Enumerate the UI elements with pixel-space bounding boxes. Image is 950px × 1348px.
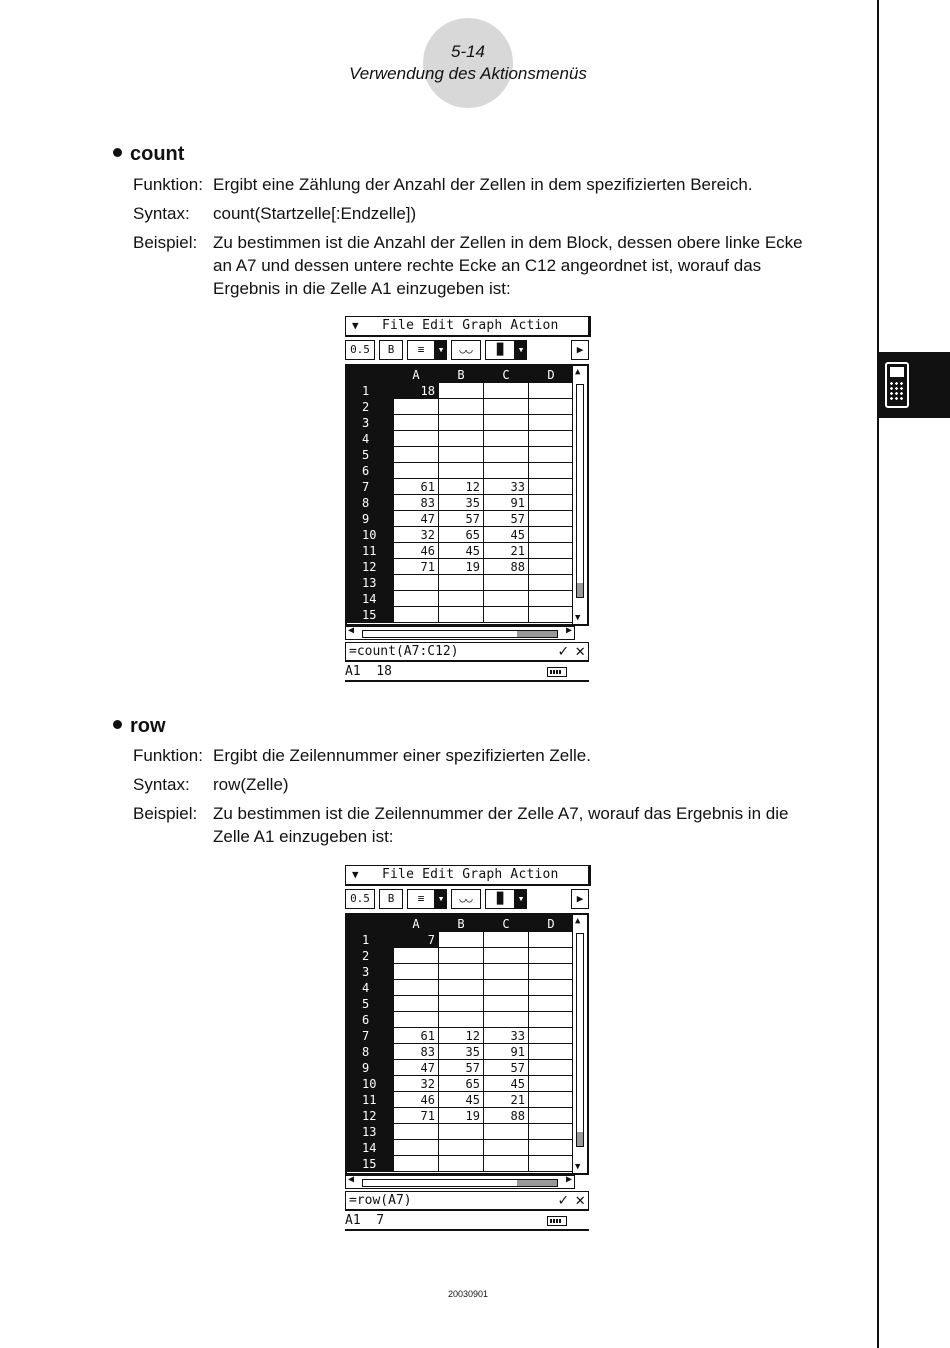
menu-bar — [345, 316, 591, 337]
cell[interactable] — [484, 1140, 529, 1156]
graph-view-icon[interactable]: ◡◡ — [451, 889, 481, 909]
vertical-scrollbar[interactable] — [572, 366, 587, 624]
cell[interactable]: 46 — [394, 543, 439, 559]
row-header[interactable]: 2 — [348, 948, 394, 964]
cell[interactable] — [439, 399, 484, 415]
cell[interactable]: 91 — [484, 1044, 529, 1060]
column-header[interactable]: C — [484, 916, 529, 932]
scroll-thumb[interactable] — [576, 384, 584, 598]
cell[interactable] — [529, 1092, 574, 1108]
row-header[interactable]: 1 — [348, 932, 394, 948]
scroll-down-icon[interactable]: ▼ — [575, 613, 581, 623]
table-row — [348, 1156, 574, 1172]
row-header[interactable]: 15 — [348, 607, 394, 623]
table-row — [348, 511, 574, 527]
row-header[interactable]: 5 — [348, 447, 394, 463]
cell[interactable]: 61 — [394, 1028, 439, 1044]
cell[interactable] — [529, 527, 574, 543]
footer-date-code: 20030901 — [447, 1289, 489, 1299]
battery-icon — [547, 1216, 567, 1226]
row-header[interactable]: 14 — [348, 1140, 394, 1156]
scroll-right-icon[interactable]: ▶ — [565, 625, 572, 636]
cell[interactable] — [529, 575, 574, 591]
cell[interactable] — [394, 431, 439, 447]
corner-header — [348, 916, 394, 932]
column-header[interactable]: B — [439, 367, 484, 383]
cell[interactable] — [529, 607, 574, 623]
cell[interactable]: 33 — [484, 1028, 529, 1044]
cell[interactable] — [439, 964, 484, 980]
row-header[interactable]: 2 — [348, 399, 394, 415]
formula-bar[interactable] — [345, 1191, 589, 1211]
cell[interactable]: 65 — [439, 1076, 484, 1092]
cell[interactable]: 35 — [439, 495, 484, 511]
cell[interactable]: 71 — [394, 1108, 439, 1124]
bullet-icon — [113, 148, 122, 157]
cell[interactable] — [439, 1124, 484, 1140]
row-header[interactable]: 4 — [348, 980, 394, 996]
table-row — [348, 575, 574, 591]
table-row — [348, 980, 574, 996]
row-header[interactable]: 7 — [348, 1028, 394, 1044]
cell[interactable] — [394, 964, 439, 980]
row-header[interactable]: 11 — [348, 1092, 394, 1108]
row-header[interactable]: 10 — [348, 527, 394, 543]
cell[interactable] — [529, 964, 574, 980]
cell[interactable] — [394, 415, 439, 431]
cell[interactable] — [484, 1124, 529, 1140]
fraction-toggle-button[interactable]: 0.5 — [345, 889, 375, 909]
column-header[interactable]: D — [529, 367, 574, 383]
cell[interactable] — [529, 431, 574, 447]
status-text: A1 18 — [345, 664, 392, 679]
bold-button[interactable]: B — [379, 340, 403, 360]
table-row — [348, 495, 574, 511]
table-row — [348, 399, 574, 415]
row-header[interactable]: 9 — [348, 1060, 394, 1076]
cell[interactable]: 45 — [439, 543, 484, 559]
graph-view-icon[interactable]: ◡◡ — [451, 340, 481, 360]
horizontal-scrollbar[interactable] — [345, 626, 575, 640]
cell[interactable] — [529, 383, 574, 399]
cell[interactable] — [484, 964, 529, 980]
scroll-thumb[interactable] — [576, 933, 584, 1147]
cell[interactable] — [439, 607, 484, 623]
cell[interactable]: 21 — [484, 543, 529, 559]
align-menu-icon[interactable]: ≡ — [407, 889, 435, 909]
table-row — [348, 591, 574, 607]
column-header[interactable]: A — [394, 916, 439, 932]
formula-input[interactable]: =count(A7:C12) — [349, 644, 459, 659]
row-header[interactable]: 11 — [348, 543, 394, 559]
cell[interactable] — [439, 932, 484, 948]
cell[interactable] — [394, 447, 439, 463]
cell[interactable] — [394, 996, 439, 1012]
row-header[interactable]: 10 — [348, 1076, 394, 1092]
bold-button[interactable]: B — [379, 889, 403, 909]
cell[interactable] — [394, 1140, 439, 1156]
cell[interactable] — [529, 1108, 574, 1124]
cell[interactable] — [484, 607, 529, 623]
cell[interactable] — [529, 479, 574, 495]
scroll-track[interactable] — [362, 1179, 558, 1187]
cell[interactable]: 19 — [439, 559, 484, 575]
status-bar — [345, 664, 589, 682]
cell[interactable]: 71 — [394, 559, 439, 575]
table-row — [348, 996, 574, 1012]
row-header[interactable]: 12 — [348, 1108, 394, 1124]
cell[interactable] — [529, 447, 574, 463]
table-row — [348, 559, 574, 575]
battery-icon — [547, 667, 567, 677]
cell[interactable] — [394, 399, 439, 415]
cell[interactable] — [439, 415, 484, 431]
cell[interactable] — [529, 415, 574, 431]
cell[interactable]: 45 — [439, 1092, 484, 1108]
scroll-down-icon[interactable]: ▼ — [575, 1162, 581, 1172]
column-header[interactable]: D — [529, 916, 574, 932]
cell-a1[interactable]: 7 — [394, 932, 439, 948]
cell[interactable] — [484, 431, 529, 447]
cell[interactable] — [529, 932, 574, 948]
calculator-icon — [885, 362, 909, 408]
dropdown-arrow-icon[interactable]: ▾ — [435, 889, 447, 909]
cell[interactable] — [529, 399, 574, 415]
scroll-up-icon[interactable]: ▲ — [575, 916, 581, 926]
row-header[interactable]: 4 — [348, 431, 394, 447]
cell[interactable] — [394, 980, 439, 996]
cell[interactable] — [529, 1140, 574, 1156]
dropdown-arrow-icon[interactable]: ▾ — [515, 889, 527, 909]
table-row — [348, 1140, 574, 1156]
cell[interactable]: 45 — [484, 1076, 529, 1092]
scroll-right-icon[interactable]: ▶ — [565, 1174, 572, 1185]
table-row — [348, 447, 574, 463]
cell[interactable]: 57 — [439, 511, 484, 527]
cell[interactable] — [484, 383, 529, 399]
column-header[interactable]: B — [439, 916, 484, 932]
column-header[interactable]: A — [394, 367, 439, 383]
cell[interactable]: 35 — [439, 1044, 484, 1060]
syntax-label: Syntax: — [133, 775, 190, 794]
funktion-label: Funktion: — [133, 746, 203, 765]
bullet-icon — [113, 720, 122, 729]
toolbar-next-arrow-icon[interactable]: ▶ — [571, 340, 589, 360]
cell[interactable] — [529, 1012, 574, 1028]
formula-input[interactable]: =row(A7) — [349, 1193, 412, 1208]
cancel-x-icon[interactable]: ✕ — [575, 1190, 585, 1209]
table-row — [348, 1108, 574, 1124]
section-title-count: count — [113, 143, 184, 166]
row-header[interactable]: 6 — [348, 1012, 394, 1028]
cancel-x-icon[interactable]: ✕ — [575, 641, 585, 660]
menu-chevron-icon[interactable]: ▼ — [352, 319, 359, 332]
cell[interactable] — [394, 1012, 439, 1028]
chapter-tab — [879, 352, 950, 418]
cell[interactable] — [529, 511, 574, 527]
table-row — [348, 383, 574, 399]
cell[interactable] — [529, 996, 574, 1012]
cell[interactable] — [484, 463, 529, 479]
table-row — [348, 1012, 574, 1028]
cell[interactable]: 46 — [394, 1092, 439, 1108]
cell[interactable] — [529, 1028, 574, 1044]
cell[interactable] — [439, 463, 484, 479]
page-subtitle: Verwendung des Aktionsmenüs — [349, 64, 587, 83]
row-header[interactable]: 15 — [348, 1156, 394, 1172]
fraction-toggle-button[interactable]: 0.5 — [345, 340, 375, 360]
cell[interactable] — [484, 575, 529, 591]
cell[interactable] — [484, 932, 529, 948]
dropdown-arrow-icon[interactable]: ▾ — [435, 340, 447, 360]
dropdown-arrow-icon[interactable]: ▾ — [515, 340, 527, 360]
bar-chart-icon[interactable]: ▐▌ — [485, 889, 515, 909]
cell[interactable] — [529, 543, 574, 559]
cell[interactable] — [484, 996, 529, 1012]
spreadsheet-grid — [345, 364, 589, 626]
cell[interactable]: 83 — [394, 495, 439, 511]
row-header[interactable]: 14 — [348, 591, 394, 607]
row-header[interactable]: 7 — [348, 479, 394, 495]
scroll-up-icon[interactable]: ▲ — [575, 367, 581, 377]
funktion-label: Funktion: — [133, 175, 203, 194]
cell[interactable] — [529, 559, 574, 575]
cell[interactable] — [394, 1124, 439, 1140]
cell[interactable]: 83 — [394, 1044, 439, 1060]
scroll-track[interactable] — [362, 630, 558, 638]
status-text: A1 7 — [345, 1213, 385, 1228]
syntax-label: Syntax: — [133, 204, 190, 223]
vertical-scrollbar[interactable] — [572, 915, 587, 1173]
page-header-bubble — [423, 18, 513, 108]
row-header[interactable]: 13 — [348, 575, 394, 591]
cell[interactable] — [439, 447, 484, 463]
cell[interactable] — [394, 1156, 439, 1172]
table-row — [348, 463, 574, 479]
cell[interactable] — [529, 1076, 574, 1092]
funktion-text: Ergibt die Zeilennummer einer spezifizierten Zelle. — [213, 746, 591, 765]
cell[interactable]: 45 — [484, 527, 529, 543]
table-row — [348, 415, 574, 431]
table-row — [348, 1060, 574, 1076]
spreadsheet-grid — [345, 913, 589, 1175]
toolbar — [345, 889, 589, 909]
funktion-text: Ergibt eine Zählung der Anzahl der Zellen in dem spezifizierten Bereich. — [213, 175, 753, 194]
cell[interactable] — [439, 1140, 484, 1156]
beispiel-text: Zu bestimmen ist die Zeilennummer der Zelle A7, worauf das Ergebnis in die Zelle A1 einzugeben ist: — [213, 804, 789, 846]
cell[interactable]: 57 — [439, 1060, 484, 1076]
table-row — [348, 1092, 574, 1108]
cell[interactable] — [484, 415, 529, 431]
cell[interactable] — [484, 591, 529, 607]
column-header[interactable]: C — [484, 367, 529, 383]
row-header[interactable]: 3 — [348, 415, 394, 431]
table-row — [348, 1124, 574, 1140]
cell[interactable] — [529, 980, 574, 996]
cell[interactable] — [529, 1156, 574, 1172]
menu-bar — [345, 865, 591, 886]
cell[interactable]: 91 — [484, 495, 529, 511]
table-row — [348, 1076, 574, 1092]
cell[interactable] — [439, 431, 484, 447]
cell[interactable]: 32 — [394, 527, 439, 543]
cell[interactable]: 32 — [394, 1076, 439, 1092]
cell[interactable]: 57 — [484, 511, 529, 527]
row-header[interactable]: 3 — [348, 964, 394, 980]
beispiel-text: Zu bestimmen ist die Anzahl der Zellen in dem Block, dessen obere linke Ecke an A7 und dessen untere rechte Ecke an C12 angeordnet ist, worauf das Ergebnis in die Zelle A1 einzugeben ist: — [213, 233, 803, 298]
align-menu-icon[interactable]: ≡ — [407, 340, 435, 360]
cell[interactable] — [439, 996, 484, 1012]
cell[interactable] — [529, 463, 574, 479]
cell[interactable] — [439, 383, 484, 399]
toolbar — [345, 340, 589, 360]
cell[interactable] — [484, 447, 529, 463]
syntax-text: count(Startzelle[:Endzelle]) — [213, 204, 417, 223]
cell[interactable] — [439, 980, 484, 996]
cell[interactable] — [394, 463, 439, 479]
cell[interactable] — [529, 948, 574, 964]
cell[interactable] — [529, 495, 574, 511]
menu-items[interactable]: File Edit Graph Action — [382, 318, 559, 333]
page-edge-rule — [877, 0, 879, 1348]
cell[interactable]: 88 — [484, 559, 529, 575]
cell[interactable] — [529, 591, 574, 607]
cell[interactable]: 47 — [394, 511, 439, 527]
table-row — [348, 479, 574, 495]
cell[interactable] — [529, 1124, 574, 1140]
cell[interactable] — [529, 1044, 574, 1060]
section-title-row: row — [113, 715, 166, 738]
cell[interactable] — [394, 948, 439, 964]
toolbar-next-arrow-icon[interactable]: ▶ — [571, 889, 589, 909]
table-row — [348, 1028, 574, 1044]
table-row — [348, 543, 574, 559]
confirm-check-icon[interactable]: ✓ — [558, 1190, 568, 1209]
table-row — [348, 1044, 574, 1060]
cell[interactable]: 33 — [484, 479, 529, 495]
beispiel-label: Beispiel: — [133, 804, 198, 823]
cell[interactable] — [439, 948, 484, 964]
row-header[interactable]: 9 — [348, 511, 394, 527]
cell[interactable] — [439, 591, 484, 607]
page-number: 5-14 — [450, 42, 486, 61]
cell[interactable] — [439, 575, 484, 591]
cell[interactable] — [484, 1012, 529, 1028]
cell[interactable] — [529, 1060, 574, 1076]
cell[interactable] — [439, 1156, 484, 1172]
table-row — [348, 948, 574, 964]
scroll-left-icon[interactable]: ◀ — [348, 625, 355, 636]
cell[interactable] — [484, 1156, 529, 1172]
table-row — [348, 527, 574, 543]
cell[interactable]: 57 — [484, 1060, 529, 1076]
cell-a1[interactable]: 18 — [394, 383, 439, 399]
cell[interactable] — [439, 1012, 484, 1028]
menu-items[interactable]: File Edit Graph Action — [382, 867, 559, 882]
menu-chevron-icon[interactable]: ▼ — [352, 868, 359, 881]
syntax-text: row(Zelle) — [213, 775, 289, 794]
row-header[interactable]: 5 — [348, 996, 394, 1012]
cell[interactable] — [484, 948, 529, 964]
row-header[interactable]: 1 — [348, 383, 394, 399]
cell[interactable]: 12 — [439, 1028, 484, 1044]
row-header[interactable]: 8 — [348, 1044, 394, 1060]
row-header[interactable]: 8 — [348, 495, 394, 511]
cell[interactable] — [484, 399, 529, 415]
table-row — [348, 431, 574, 447]
scroll-left-icon[interactable]: ◀ — [348, 1174, 355, 1185]
row-header[interactable]: 12 — [348, 559, 394, 575]
cell[interactable]: 88 — [484, 1108, 529, 1124]
cell[interactable]: 19 — [439, 1108, 484, 1124]
cell[interactable] — [394, 575, 439, 591]
cell[interactable]: 12 — [439, 479, 484, 495]
row-header[interactable]: 13 — [348, 1124, 394, 1140]
bar-chart-icon[interactable]: ▐▌ — [485, 340, 515, 360]
table-row — [348, 932, 574, 948]
confirm-check-icon[interactable]: ✓ — [558, 641, 568, 660]
cell[interactable] — [484, 980, 529, 996]
formula-bar[interactable] — [345, 642, 589, 662]
cell[interactable] — [394, 591, 439, 607]
cell[interactable]: 21 — [484, 1092, 529, 1108]
beispiel-label: Beispiel: — [133, 233, 198, 252]
cell[interactable]: 47 — [394, 1060, 439, 1076]
corner-header — [348, 367, 394, 383]
table-row — [348, 964, 574, 980]
row-header[interactable]: 6 — [348, 463, 394, 479]
horizontal-scrollbar[interactable] — [345, 1175, 575, 1189]
cell[interactable]: 65 — [439, 527, 484, 543]
status-bar — [345, 1213, 589, 1231]
table-row — [348, 607, 574, 623]
cell[interactable] — [394, 607, 439, 623]
cell[interactable]: 61 — [394, 479, 439, 495]
